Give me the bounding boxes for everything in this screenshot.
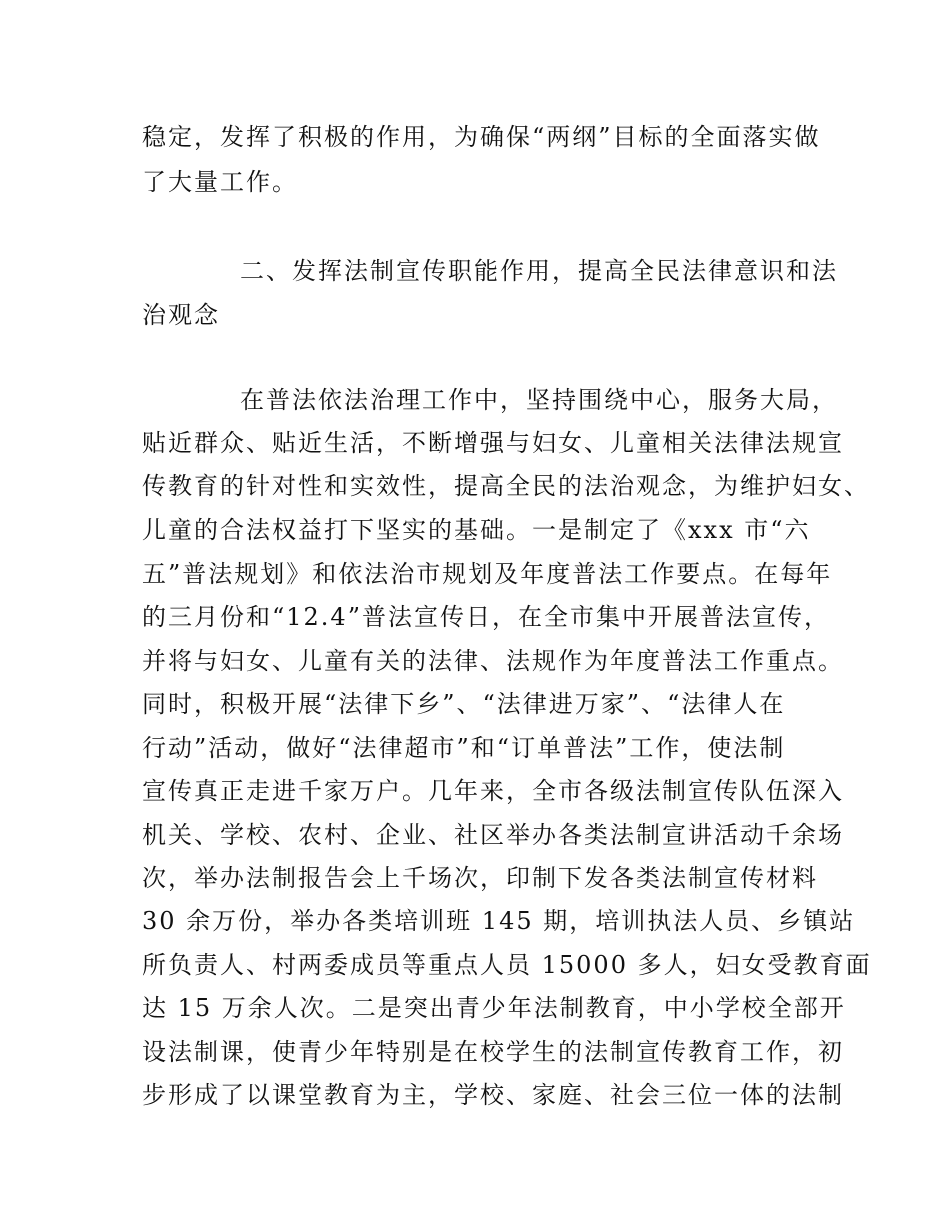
paragraph-2-line-5: 五”普法规划》和依法治市规划及年度普法工作要点。在每年: [142, 560, 833, 588]
paragraph-2-line-12: 次，举办法制报告会上千场次，印制下发各类法制宣传材料: [142, 864, 818, 892]
paragraph-1-line-1: 稳定，发挥了积极的作用，为确保“两纲”目标的全面落实做: [142, 123, 821, 151]
paragraph-2-line-8: 同时，积极开展“法律下乡”、“法律进万家”、“法律人在: [142, 690, 786, 718]
paragraph-2-line-3: 传教育的针对性和实效性，提高全民的法治观念，为维护妇女、: [142, 472, 870, 500]
paragraph-2-line-2: 贴近群众、贴近生活，不断增强与妇女、儿童相关法律法规宣: [142, 429, 844, 457]
paragraph-2-line-1: 在普法依法治理工作中，坚持围绕中心，服务大局，: [240, 386, 838, 414]
section-heading-line-1: 二、发挥法制宣传职能作用，提高全民法律意识和法: [240, 257, 838, 285]
paragraph-2-line-13: 30 余万份，举办各类培训班 145 期，培训执法人员、乡镇站: [142, 907, 856, 935]
paragraph-2-line-6: 的三月份和“12.4”普法宣传日，在全市集中开展普法宣传，: [142, 603, 830, 631]
paragraph-2-line-10: 宣传真正走进千家万户。几年来，全市各级法制宣传队伍深入: [142, 777, 844, 805]
paragraph-2-line-7: 并将与妇女、儿童有关的法律、法规作为年度普法工作重点。: [142, 647, 844, 675]
paragraph-2-line-14: 所负责人、村两委成员等重点人员 15000 多人，妇女受教育面: [142, 951, 872, 979]
paragraph-2-line-11: 机关、学校、农村、企业、社区举办各类法制宣讲活动千余场: [142, 821, 844, 849]
paragraph-2-line-15: 达 15 万余人次。二是突出青少年法制教育，中小学校全部开: [142, 994, 846, 1022]
paragraph-2-line-9: 行动”活动，做好“法律超市”和“订单普法”工作，使法制: [142, 734, 786, 762]
paragraph-2-line-16: 设法制课，使青少年特别是在校学生的法制宣传教育工作，初: [142, 1038, 844, 1066]
paragraph-2-line-4: 儿童的合法权益打下坚实的基础。一是制定了《xxx 市“六: [142, 516, 811, 544]
section-heading-line-2: 治观念: [142, 301, 220, 329]
paragraph-1-line-2: 了大量工作。: [142, 168, 298, 196]
paragraph-2-line-17: 步形成了以课堂教育为主，学校、家庭、社会三位一体的法制: [142, 1081, 844, 1109]
